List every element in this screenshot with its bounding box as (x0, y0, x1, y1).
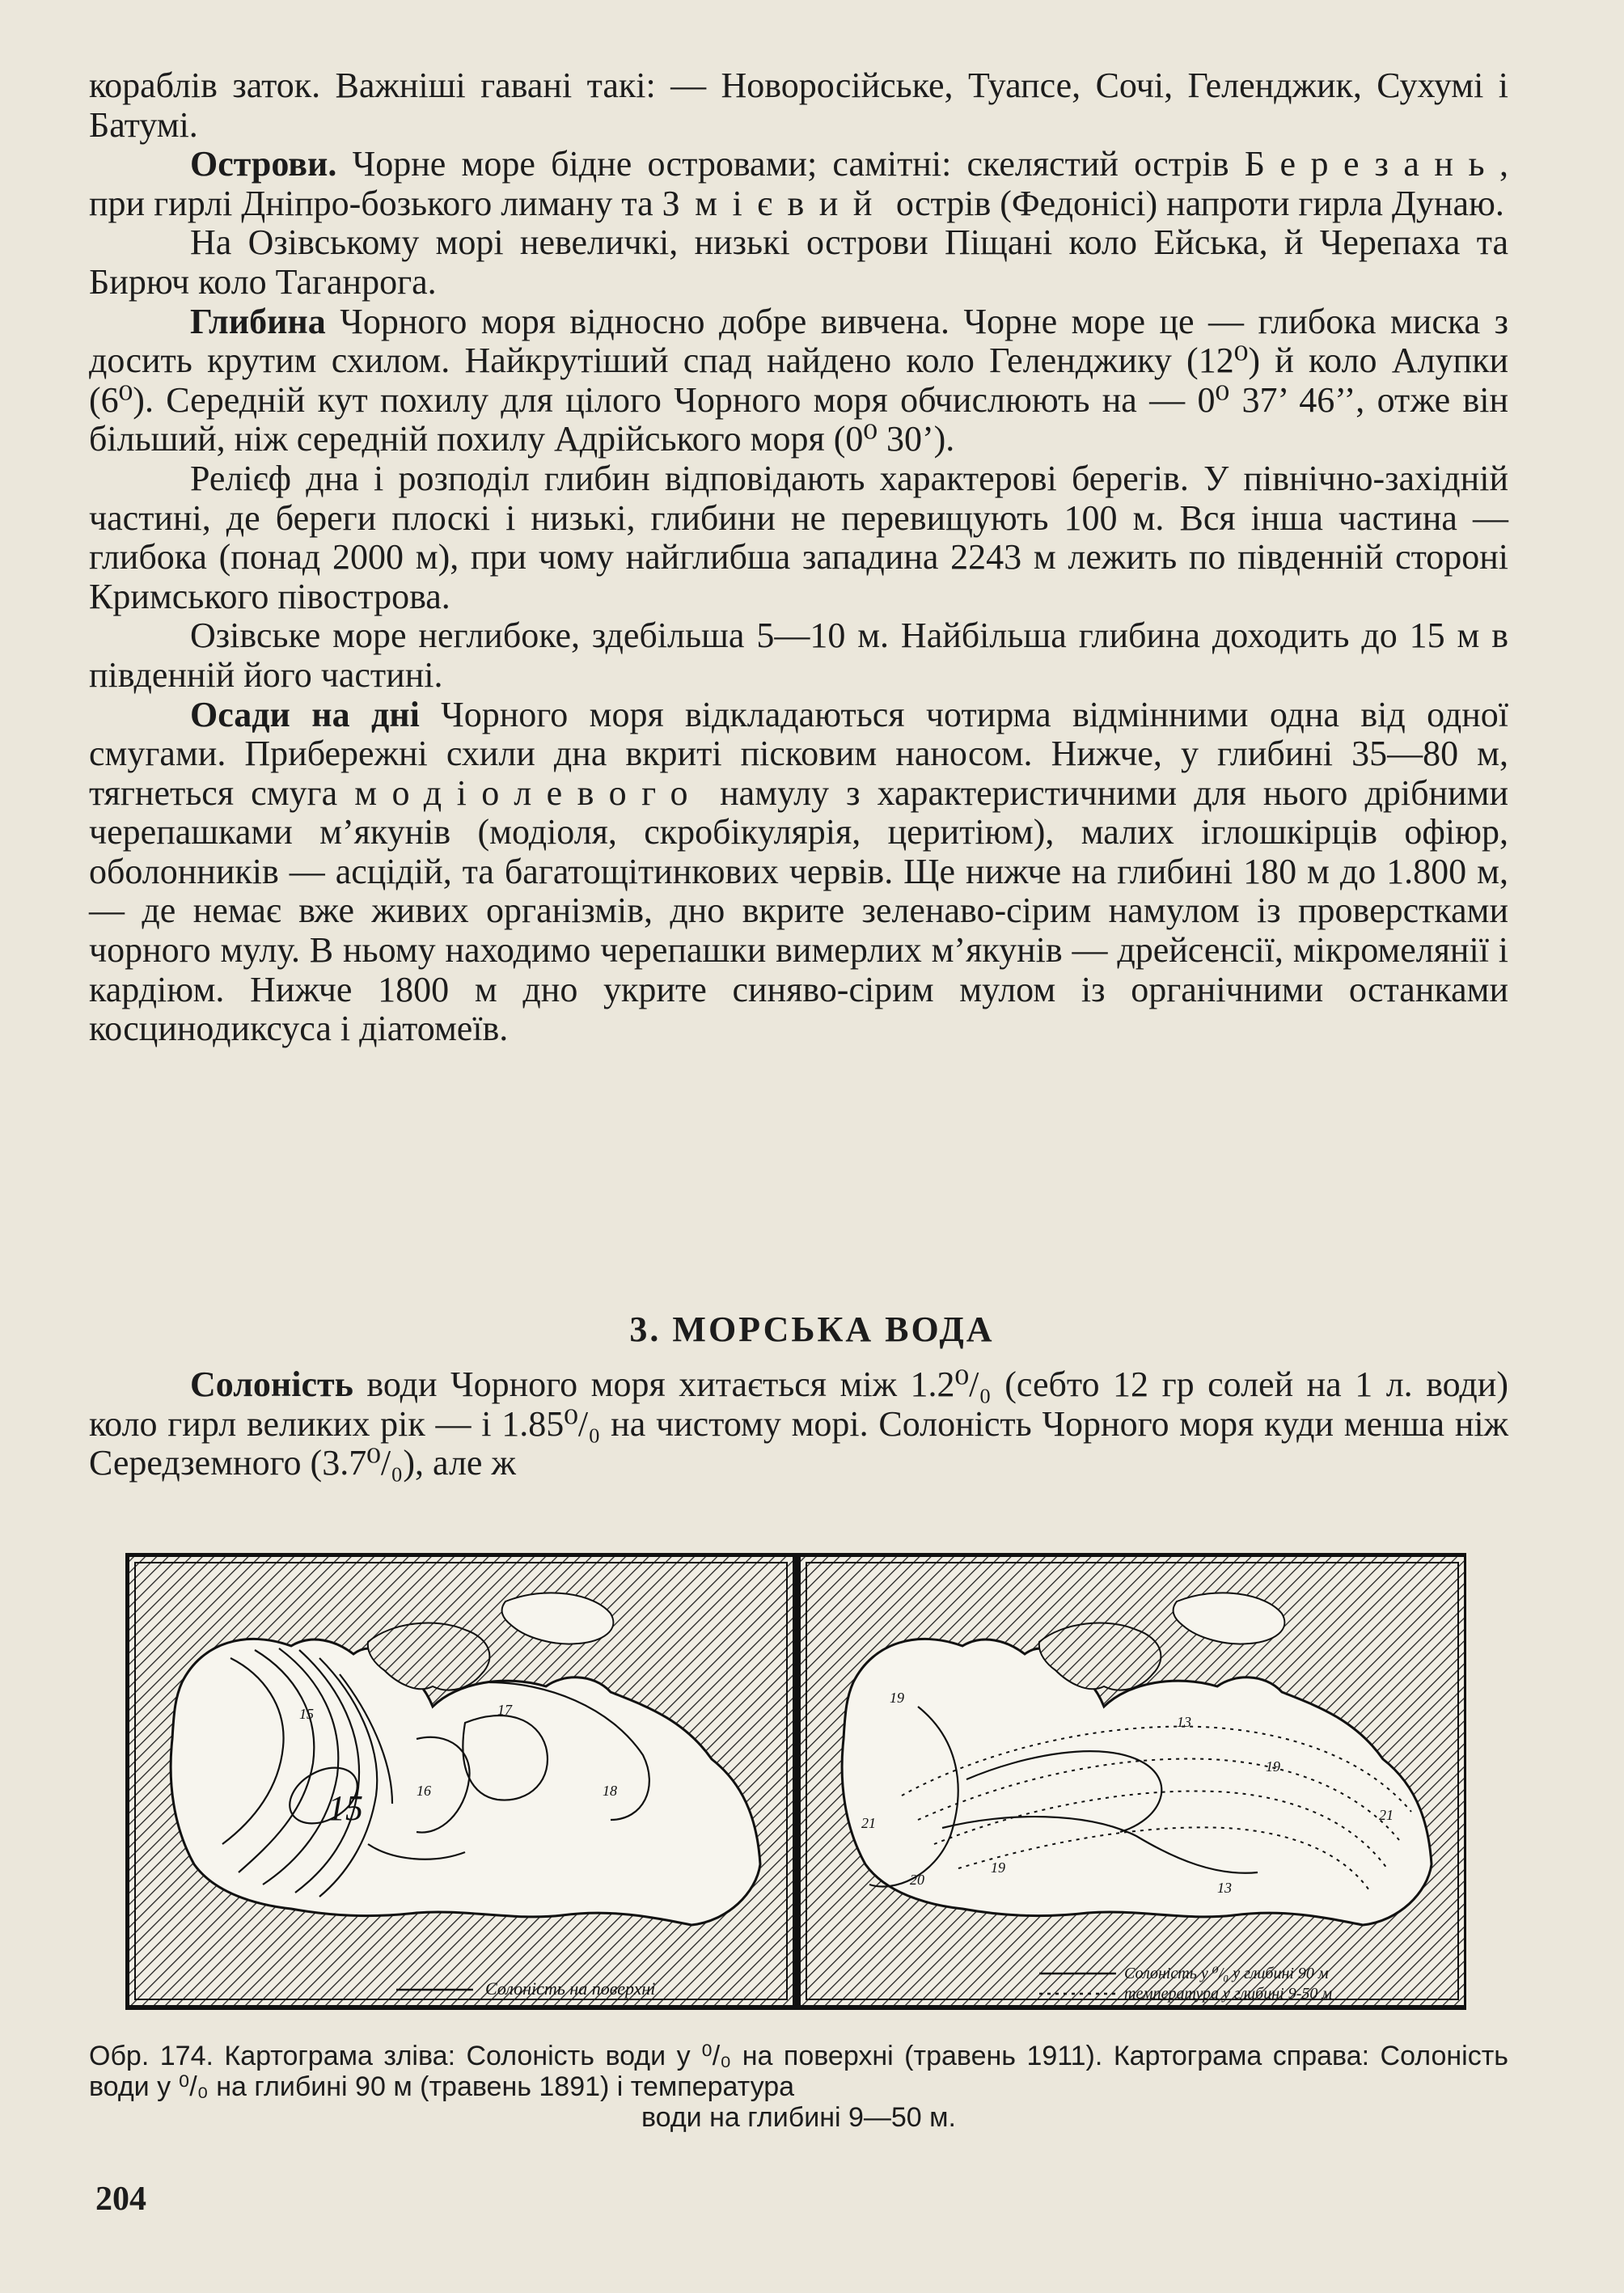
salinity-text: води Чорного моря хитається між 1.2⁰/₀ (себто 12 гр солей на 1 л. води) коло гирл великих рік — і 1.85⁰/₀ на чистому морі. Солоність Чорного моря куди менша ніж Середземного (3.7⁰/₀), але ж (89, 1364, 1508, 1483)
map-left-label: 15 (328, 1788, 363, 1828)
map-right-legend-1: Солоність у ⁰/₀ у глибині 90 м (1124, 1965, 1329, 1982)
map-right-label: 19 (890, 1690, 904, 1706)
paragraph-relief: Релієф дна і розподіл глибин відповідають характерові берегів. У північно-західній частині, де береги плоскі і низькі, глибини не перевищують 100 м. Вся інша частина — глибока (понад 2000 м), при чому найглибша западина 2243 м лежить по південній стороні Кримського півострова. (89, 458, 1508, 616)
islands-text-2: , при гирлі Дніпро-бозького лиману та (89, 144, 1508, 223)
paragraph-depth (89, 302, 1508, 459)
page-number: 204 (95, 2181, 146, 2218)
map-left-legend: Солоність на поверхні (485, 1978, 656, 1999)
islands-text-3: острів (Федонісі) напроти гирла Дунаю. (886, 183, 1504, 223)
island-name-zmiiny: Змієвий (662, 183, 887, 223)
paragraph-azov-islands: На Озівському морі невеличкі, низькі острови Піщані коло Ейська, й Черепаха та Бирюч коло Таганрога. (89, 222, 1508, 302)
depth-lead: Глибина (190, 301, 326, 341)
map-left-label: 16 (417, 1783, 431, 1799)
sediments-lead: Осади на дні (190, 694, 420, 734)
map-right-label: 13 (1217, 1880, 1232, 1896)
caption-last-line: води на глибині 9—50 м. (641, 2102, 956, 2133)
body-text-salinity (89, 1365, 1508, 1483)
paragraph-islands (89, 145, 1508, 223)
depth-text: Чорного моря відносно добре вивчена. Чорне море це — глибока миска з досить крутим схилом. Найкрутіший спад найдено коло Геленджику (12⁰) й коло Алупки (6⁰). Середній кут похилу для цілого Чорного моря обчислюють на — 0⁰ 37’ 46’’, отже він більший, ніж середній похилу Адрійського моря (0⁰ 30’). (89, 301, 1508, 459)
body-text-top (89, 66, 1508, 1049)
paragraph-salinity (89, 1365, 1508, 1483)
map-right-label: 21 (1379, 1807, 1394, 1823)
sediments-term: модіолевого (354, 772, 704, 813)
map-right-legend-2: температура у глибині 9-50 м (1124, 1985, 1333, 2003)
sediments-text-1: Чорного моря відкладаються чотирма відмінними одна від одної смугами. Прибережні схили дна вкриті пісковим наносом. Нижче, у глибині 35—80 м, тягнеться смуга (89, 694, 1508, 813)
salinity-lead: Солоність (190, 1364, 353, 1404)
caption-text: Обр. 174. Картограма зліва: Солоність води у ⁰/₀ на поверхні (травень 1911). Картограма справа: Солоність води у ⁰/₀ на глибині 90 м (травень 1891) і температура (89, 2041, 1508, 2102)
figure-caption (89, 2041, 1508, 2133)
map-left (127, 1555, 795, 2007)
figure-maps (125, 1553, 1466, 2010)
paragraph-harbors: кораблів заток. Важніші гавані такі: — Новоросійське, Туапсе, Сочі, Геленджик, Сухумі і Батумі. (89, 66, 1508, 145)
paragraph-azov-depth: Озівське море неглибоке, здебільша 5—10 м. Найбільша глибина доходить до 15 м в південній його частині. (89, 616, 1508, 695)
map-right-label: 13 (1177, 1714, 1191, 1730)
islands-lead: Острови. (190, 144, 337, 184)
map-right (798, 1555, 1466, 2007)
map-right-label: 20 (910, 1872, 924, 1888)
paragraph-sediments (89, 696, 1508, 1049)
map-right-label: 21 (861, 1815, 876, 1831)
islands-text-1: Чорне море бідне островами; самітні: скелястий острів (336, 144, 1245, 184)
section-heading: 3. МОРСЬКА ВОДА (629, 1309, 995, 1349)
map-left-label: 18 (603, 1783, 617, 1799)
map-right-label: 19 (1266, 1758, 1280, 1775)
island-name-berezan: Березань (1244, 144, 1499, 184)
maps-illustration (125, 1553, 1466, 2010)
map-left-label: 17 (497, 1702, 512, 1718)
map-right-label: 19 (991, 1859, 1005, 1876)
map-left-label: 15 (299, 1706, 314, 1722)
sediments-text-2: намулу з характеристичними для нього дрібними черепашками м’якунів (модіоля, скробікулярія, церитіюм), малих іглошкірців офіюр, оболонників — асцідій, та багатощітинкових червів. Ще нижче на глибині 180 м до 1.800 м, — де немає вже живих організмів, дно вкрите зеленаво-сірим намулом із проверстками чорного мулу. В ньому находимо черепашки вимерлих м’якунів — дрейсенсії, мікромелянії і кардіюм. Нижче 1800 м дно укрите синяво-сірим мулом із органічними останками косцинодиксуса і діатомеїв. (89, 772, 1508, 1049)
